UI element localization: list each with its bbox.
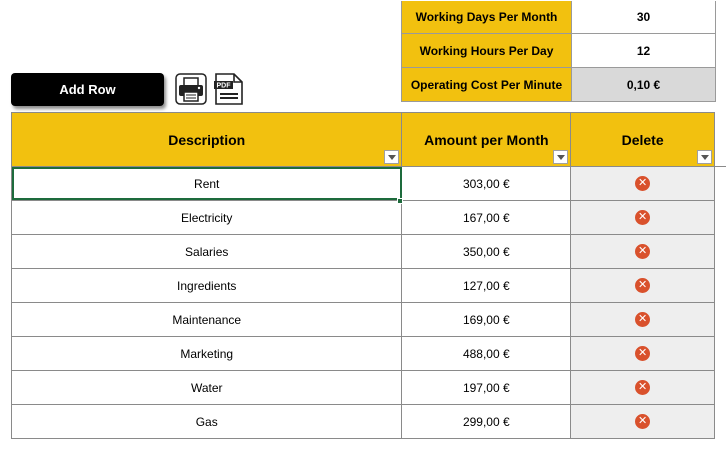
summary-value[interactable]: 12 [572,34,716,67]
table-row [12,269,715,303]
delete-cell [571,303,715,336]
summary-label: Working Hours Per Day [401,34,572,67]
summary-row-working-hours [401,34,716,68]
summary-value: 0,10 € [572,68,716,101]
delete-cell [571,269,715,302]
description-cell[interactable]: Rent [12,167,402,200]
description-cell[interactable]: Water [12,371,402,404]
summary-table [401,0,716,102]
summary-value[interactable]: 30 [572,1,716,33]
table-row [12,167,715,201]
amount-cell[interactable]: 350,00 € [402,235,571,268]
add-row-button[interactable]: Add Row [11,73,164,106]
header-delete [571,113,715,166]
description-cell[interactable]: Ingredients [12,269,402,302]
description-cell[interactable]: Gas [12,405,402,438]
delete-icon[interactable]: ✕ [635,346,650,361]
summary-label: Working Days Per Month [401,1,572,33]
amount-cell[interactable]: 127,00 € [402,269,571,302]
delete-cell [571,371,715,404]
table-row [12,371,715,405]
description-cell[interactable]: Maintenance [12,303,402,336]
header-label: Delete [621,131,664,148]
filter-dropdown-icon[interactable] [384,150,399,164]
amount-cell[interactable]: 197,00 € [402,371,571,404]
header-label: Amount per Month [424,131,549,148]
header-amount [402,113,571,166]
header-description [12,113,402,166]
amount-cell[interactable]: 169,00 € [402,303,571,336]
header-label: Description [168,131,246,148]
table-row [12,201,715,235]
summary-row-working-days [401,0,716,34]
delete-cell [571,235,715,268]
printer-icon[interactable] [175,73,207,105]
description-cell[interactable]: Salaries [12,235,402,268]
delete-icon[interactable]: ✕ [635,414,650,429]
amount-cell[interactable]: 303,00 € [402,167,571,200]
grid-line [715,166,726,167]
delete-cell [571,337,715,370]
filter-dropdown-icon[interactable] [697,150,712,164]
filter-dropdown-icon[interactable] [553,150,568,164]
description-cell[interactable]: Electricity [12,201,402,234]
delete-icon[interactable]: ✕ [635,278,650,293]
amount-cell[interactable]: 167,00 € [402,201,571,234]
table-row [12,337,715,371]
svg-text:PDF: PDF [216,82,231,90]
table-header [12,112,715,167]
amount-cell[interactable]: 299,00 € [402,405,571,438]
amount-cell[interactable]: 488,00 € [402,337,571,370]
summary-row-operating-cost [401,68,716,102]
expenses-table [11,112,715,439]
delete-cell [571,201,715,234]
summary-label: Operating Cost Per Minute [401,68,572,101]
selection-fill-handle[interactable] [397,198,403,204]
delete-icon[interactable]: ✕ [635,210,650,225]
delete-icon[interactable]: ✕ [635,176,650,191]
delete-icon[interactable]: ✕ [635,312,650,327]
table-row [12,405,715,439]
description-cell[interactable]: Marketing [12,337,402,370]
delete-icon[interactable]: ✕ [635,380,650,395]
table-row [12,303,715,337]
delete-cell [571,405,715,438]
delete-icon[interactable]: ✕ [635,244,650,259]
table-row [12,235,715,269]
pdf-icon[interactable] [212,73,244,105]
delete-cell [571,167,715,200]
